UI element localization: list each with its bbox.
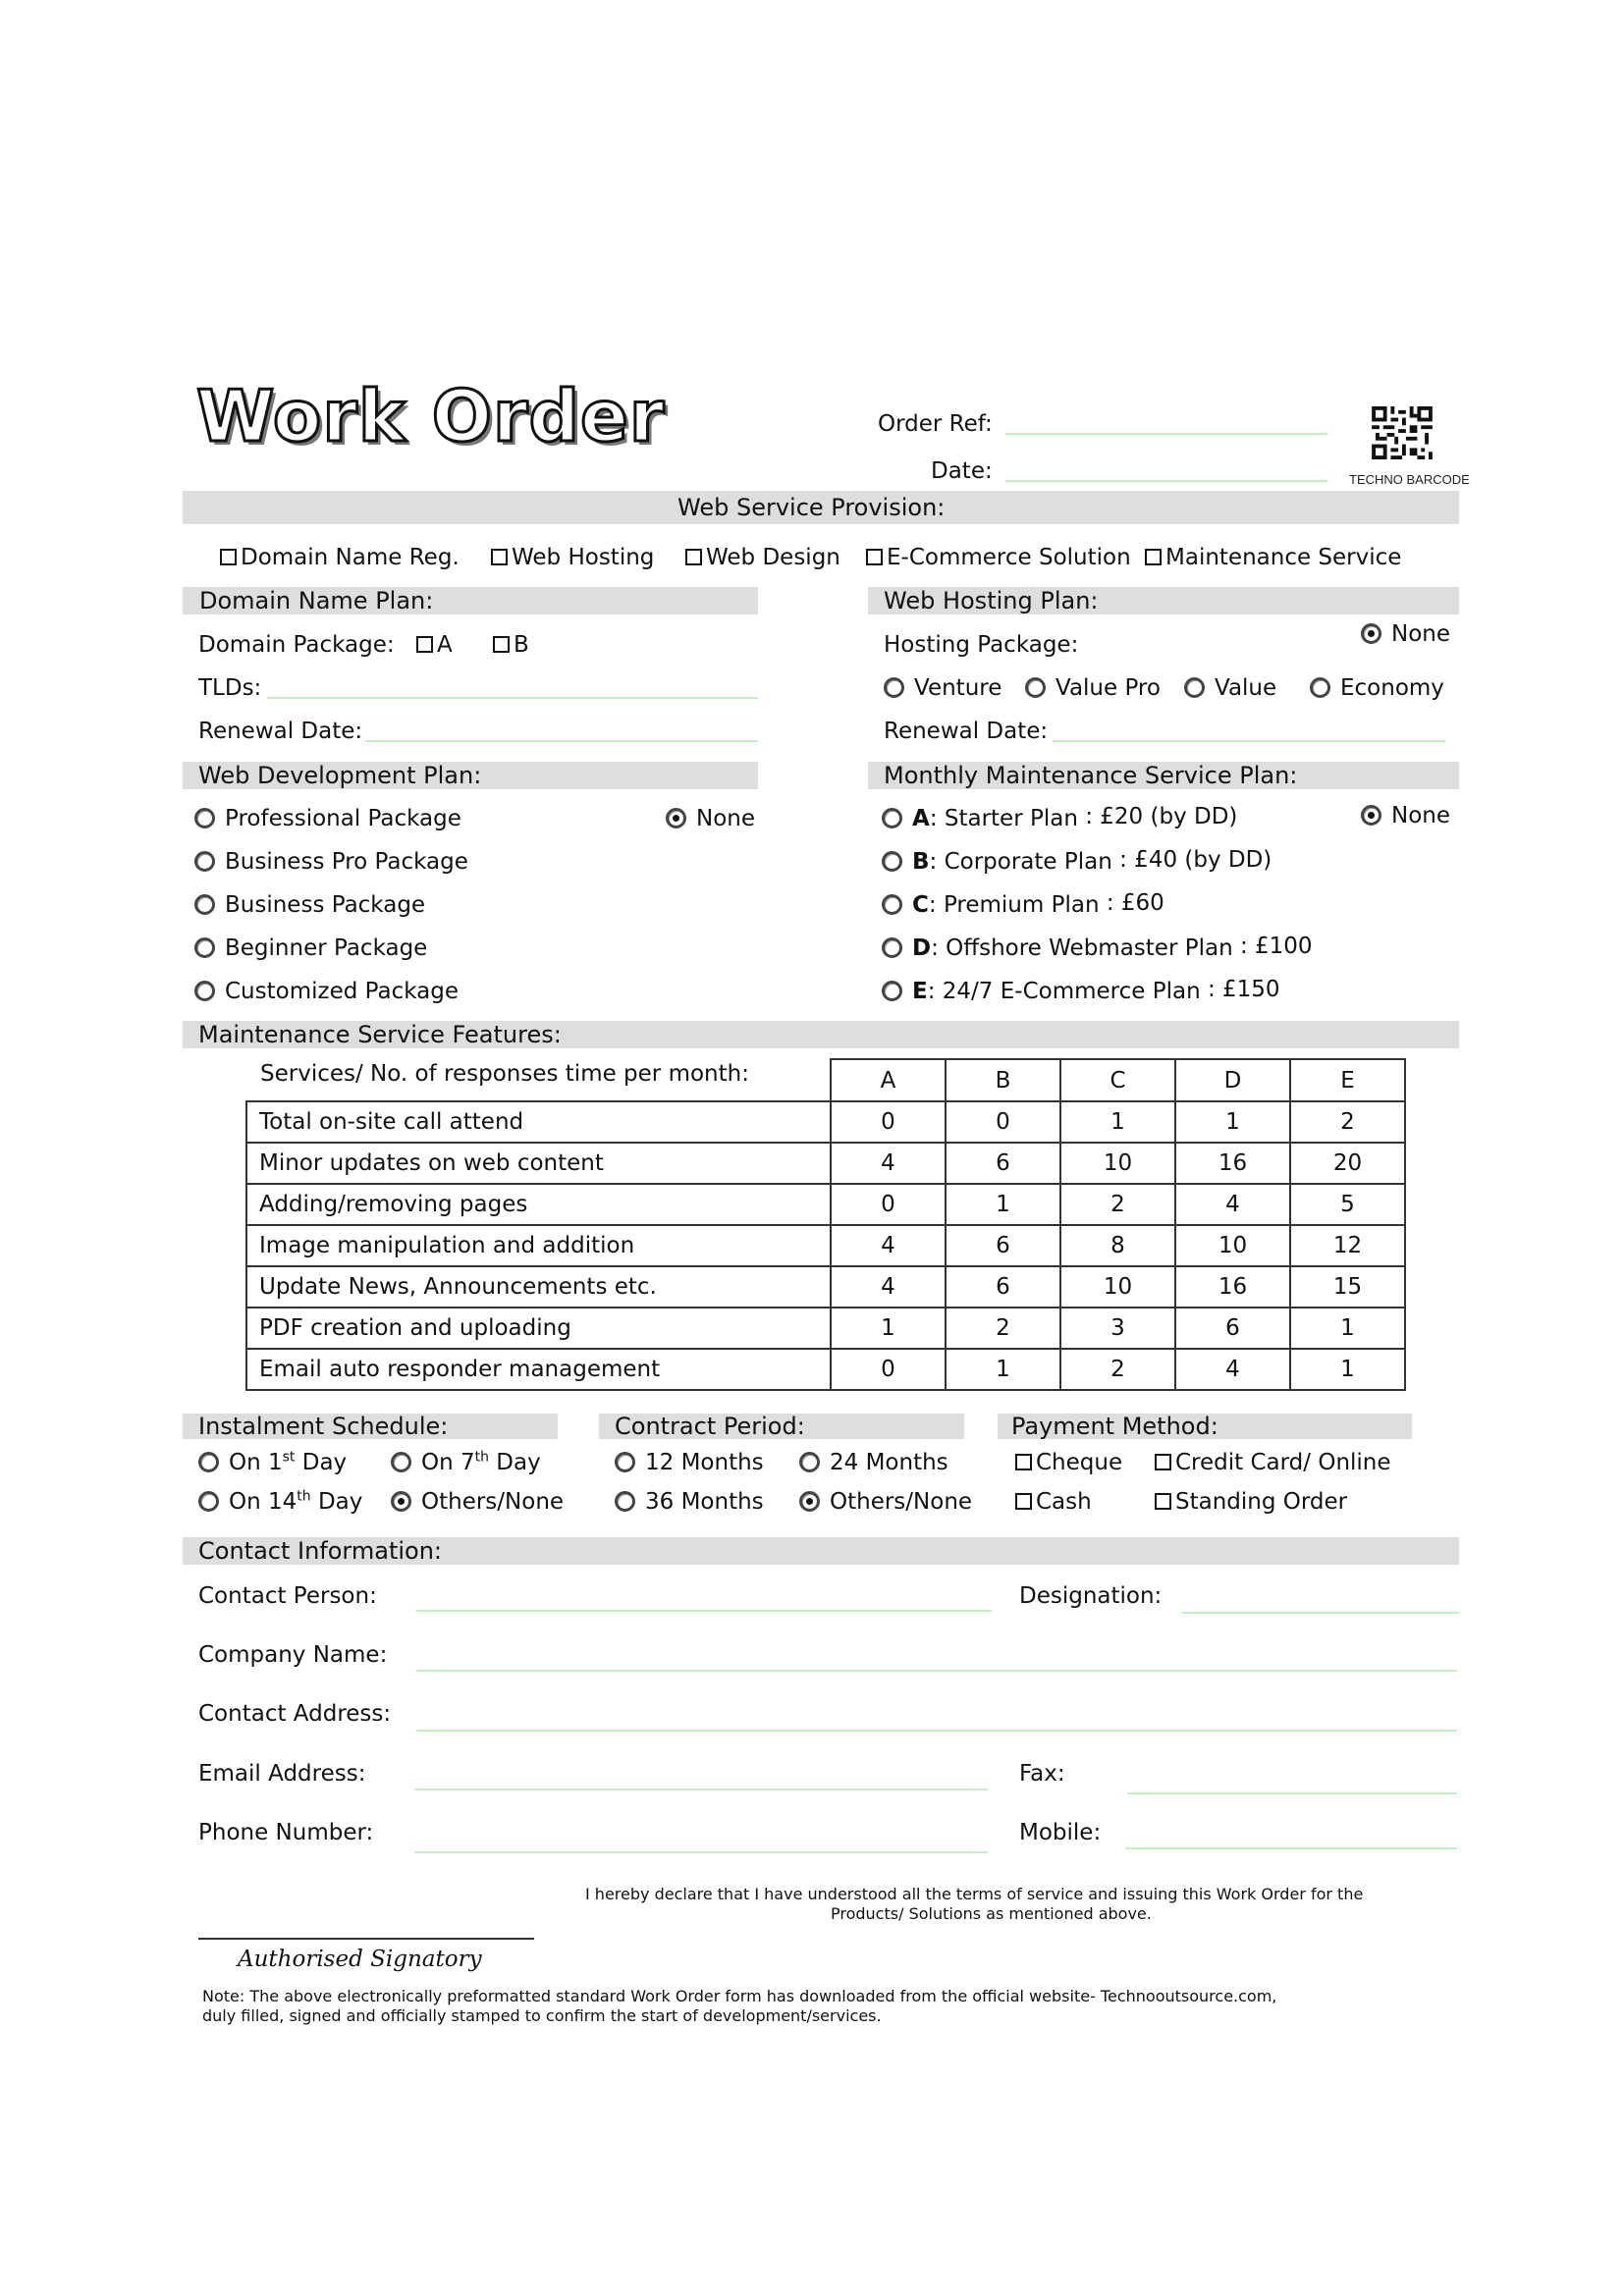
cell-value: 4 [831, 1266, 946, 1308]
ordinal-suffix: th [297, 1488, 311, 1505]
designation-field[interactable] [1182, 1612, 1459, 1614]
authorised-signatory-label: Authorised Signatory [238, 1947, 482, 1972]
maintenance-plan-e[interactable] [882, 978, 1280, 1005]
maintenance-plan-c[interactable] [882, 891, 1164, 919]
contact-person-label: Contact Person: [198, 1583, 377, 1609]
option-label: 36 Months [645, 1489, 764, 1515]
cell-value: 2 [1060, 1349, 1175, 1390]
radio[interactable] [882, 981, 902, 1001]
row-label: PDF creation and uploading [246, 1308, 831, 1349]
table-header-row [246, 1059, 1405, 1101]
cell-value: 4 [1175, 1184, 1290, 1225]
provision-option-hosting[interactable] [491, 544, 654, 571]
ordinal-suffix: st [282, 1449, 296, 1466]
date-label: Date: [931, 458, 993, 484]
contract-24-months[interactable] [799, 1449, 948, 1476]
cell-value: 1 [946, 1349, 1060, 1390]
cell-value: 3 [1060, 1308, 1175, 1349]
radio[interactable] [198, 1491, 219, 1512]
cell-value: 6 [1175, 1308, 1290, 1349]
option-label: Web Hosting [512, 545, 655, 570]
option-label: Business Pro Package [225, 849, 468, 875]
features-heading: Maintenance Service Features: [198, 1021, 562, 1048]
radio-selected[interactable] [1361, 623, 1381, 644]
cell-value: 10 [1175, 1225, 1290, 1266]
cell-value: 0 [831, 1184, 946, 1225]
mobile-label: Mobile: [1019, 1820, 1102, 1845]
option-label: E-Commerce Solution [887, 545, 1131, 570]
designation-label: Designation: [1019, 1583, 1163, 1609]
table-row [246, 1266, 1405, 1308]
webdev-business-pro[interactable] [194, 848, 468, 876]
table-row [246, 1308, 1405, 1349]
hosting-plan-bar [868, 587, 1459, 614]
email-address-field[interactable] [414, 1789, 988, 1790]
instalment-day-1[interactable] [198, 1449, 347, 1476]
domain-renewal-label: Renewal Date: [198, 719, 363, 744]
radio[interactable] [194, 981, 215, 1001]
column-header-b: B [946, 1059, 1060, 1101]
option-label: B [514, 632, 529, 658]
table-row [246, 1143, 1405, 1184]
radio[interactable] [194, 851, 215, 872]
cell-value: 1 [946, 1184, 1060, 1225]
option-label: Value Pro [1056, 675, 1161, 701]
plan-name: : Premium Plan [928, 892, 1100, 918]
radio[interactable] [882, 894, 902, 915]
radio[interactable] [194, 808, 215, 828]
maintenance-none[interactable] [1361, 802, 1450, 829]
radio[interactable] [615, 1452, 635, 1472]
option-label: Others/None [830, 1489, 973, 1515]
option-label: 12 Months [645, 1450, 764, 1475]
radio[interactable] [194, 937, 215, 958]
webdev-none[interactable] [666, 805, 755, 832]
option-label: 24 Months [830, 1450, 948, 1475]
hosting-package-label: Hosting Package: [884, 632, 1079, 658]
instalment-heading: Instalment Schedule: [198, 1413, 449, 1440]
option-label: Cash [1036, 1489, 1092, 1515]
checkbox[interactable] [220, 549, 237, 565]
radio[interactable] [1025, 677, 1046, 698]
radio-selected[interactable] [666, 808, 686, 828]
payment-cheque[interactable] [1015, 1449, 1122, 1476]
checkbox[interactable] [493, 636, 510, 653]
option-label: Credit Card/ Online [1175, 1450, 1391, 1475]
option-label: Others/None [421, 1489, 565, 1515]
option-label: Standing Order [1175, 1489, 1348, 1515]
plan-name: : 24/7 E-Commerce Plan [927, 979, 1201, 1004]
plan-price: : £40 (by DD) [1119, 847, 1272, 873]
cell-value: 4 [831, 1225, 946, 1266]
option-label: On 14 [229, 1489, 298, 1515]
row-label: Email auto responder management [246, 1349, 831, 1390]
cell-value: 1 [1175, 1101, 1290, 1143]
row-label: Minor updates on web content [246, 1143, 831, 1184]
provision-bar [183, 491, 1459, 524]
plan-code: E [912, 979, 928, 1004]
cell-value: 0 [831, 1101, 946, 1143]
webdev-plan-bar [183, 762, 758, 789]
domain-package-b[interactable] [493, 631, 529, 659]
maintenance-plan-bar [868, 762, 1459, 789]
option-label: Professional Package [225, 806, 461, 831]
plan-name: : Starter Plan [929, 806, 1078, 831]
contract-bar [599, 1414, 964, 1439]
webdev-business[interactable] [194, 891, 425, 919]
cell-value: 0 [946, 1101, 1060, 1143]
note-line-2: duly filled, signed and officially stamped to confirm the start of development/services. [202, 2006, 882, 2025]
table-caption: Services/ No. of responses time per month: [246, 1059, 831, 1101]
cell-value: 15 [1290, 1266, 1405, 1308]
checkbox[interactable] [491, 549, 508, 565]
option-label: Economy [1340, 675, 1444, 701]
tlds-label: TLDs: [198, 675, 262, 701]
signature-line[interactable] [198, 1938, 534, 1940]
table-row [246, 1184, 1405, 1225]
contract-others[interactable] [799, 1488, 972, 1516]
cell-value: 20 [1290, 1143, 1405, 1184]
table-row [246, 1349, 1405, 1390]
table-row [246, 1101, 1405, 1143]
cell-value: 1 [1290, 1308, 1405, 1349]
radio-selected[interactable] [799, 1491, 820, 1512]
email-address-label: Email Address: [198, 1761, 366, 1787]
radio-selected[interactable] [1361, 805, 1381, 826]
radio[interactable] [882, 808, 902, 828]
row-label: Update News, Announcements etc. [246, 1266, 831, 1308]
domain-plan-bar [183, 587, 758, 614]
radio[interactable] [198, 1452, 219, 1472]
row-label: Total on-site call attend [246, 1101, 831, 1143]
checkbox[interactable] [1015, 1454, 1032, 1470]
option-label: None [696, 806, 756, 831]
contact-person-field[interactable] [416, 1610, 992, 1612]
hosting-renewal-field[interactable] [1053, 740, 1445, 742]
webdev-beginner[interactable] [194, 934, 427, 962]
cell-value: 6 [946, 1143, 1060, 1184]
contact-address-label: Contact Address: [198, 1701, 392, 1727]
cell-value: 1 [1060, 1101, 1175, 1143]
hosting-economy[interactable] [1310, 674, 1444, 702]
option-label: Customized Package [225, 979, 459, 1004]
cell-value: 10 [1060, 1266, 1175, 1308]
hosting-venture[interactable] [884, 674, 1001, 702]
payment-heading: Payment Method: [1011, 1413, 1218, 1440]
option-label: Value [1215, 675, 1277, 701]
option-label: Business Package [225, 892, 426, 918]
plan-price: : £20 (by DD) [1085, 804, 1238, 829]
cell-value: 4 [1175, 1349, 1290, 1390]
cell-value: 2 [946, 1308, 1060, 1349]
fax-field[interactable] [1127, 1792, 1457, 1794]
column-header-c: C [1060, 1059, 1175, 1101]
checkbox[interactable] [1155, 1454, 1171, 1470]
order-ref-label: Order Ref: [878, 411, 993, 437]
provision-option-ecommerce[interactable] [866, 544, 1131, 571]
hosting-plan-heading: Web Hosting Plan: [884, 587, 1099, 614]
cell-value: 1 [831, 1308, 946, 1349]
column-header-a: A [831, 1059, 946, 1101]
plan-price: : £60 [1106, 890, 1164, 916]
instalment-others[interactable] [391, 1488, 564, 1516]
provision-option-maintenance[interactable] [1145, 544, 1401, 571]
declaration-line-2: Products/ Solutions as mentioned above. [831, 1904, 1152, 1923]
radio[interactable] [194, 894, 215, 915]
instalment-day-14[interactable] [198, 1488, 362, 1516]
features-bar [183, 1021, 1459, 1048]
plan-price: : £100 [1239, 934, 1313, 959]
domain-plan-heading: Domain Name Plan: [199, 587, 434, 614]
ordinal-suffix: th [474, 1449, 489, 1466]
option-label: None [1391, 803, 1451, 828]
instalment-bar [183, 1414, 558, 1439]
fax-label: Fax: [1019, 1761, 1065, 1787]
note-line-1: Note: The above electronically preformatted standard Work Order form has downloaded from the official website- Technooutsource.com, [202, 1987, 1277, 2005]
declaration-line-1: I hereby declare that I have understood all the terms of service and issuing this Work Order for the [585, 1885, 1364, 1903]
domain-package-a[interactable] [416, 631, 453, 659]
option-label-suffix: Day [489, 1450, 541, 1475]
plan-name: : Offshore Webmaster Plan [931, 935, 1233, 961]
instalment-day-7[interactable] [391, 1449, 541, 1476]
option-label: Venture [914, 675, 1002, 701]
checkbox[interactable] [1145, 549, 1162, 565]
option-label-suffix: Day [295, 1450, 348, 1475]
cell-value: 12 [1290, 1225, 1405, 1266]
maintenance-plan-b[interactable] [882, 848, 1272, 876]
cell-value: 1 [1290, 1349, 1405, 1390]
payment-bar [998, 1414, 1412, 1439]
column-header-e: E [1290, 1059, 1405, 1101]
webdev-customized[interactable] [194, 978, 459, 1005]
column-header-d: D [1175, 1059, 1290, 1101]
radio[interactable] [884, 677, 904, 698]
provision-option-design[interactable] [685, 544, 840, 571]
row-label: Adding/removing pages [246, 1184, 831, 1225]
option-label: Domain Name Reg. [241, 545, 460, 570]
cell-value: 8 [1060, 1225, 1175, 1266]
cell-value: 4 [831, 1143, 946, 1184]
option-label: On 1 [229, 1450, 283, 1475]
phone-number-label: Phone Number: [198, 1820, 374, 1845]
option-label-suffix: Day [310, 1489, 363, 1515]
option-label: None [1391, 621, 1451, 647]
barcode-icon [1371, 406, 1434, 459]
option-label: Cheque [1036, 1450, 1123, 1475]
checkbox[interactable] [1155, 1493, 1171, 1510]
features-table [245, 1058, 1406, 1391]
barcode-caption: TECHNO BARCODE [1349, 472, 1470, 487]
tlds-field[interactable] [267, 697, 758, 699]
provision-heading: Web Service Provision: [677, 494, 946, 521]
cell-value: 6 [946, 1266, 1060, 1308]
hosting-value[interactable] [1184, 674, 1276, 702]
provision-option-domain[interactable] [220, 544, 460, 571]
payment-credit-card[interactable] [1155, 1449, 1391, 1476]
option-label: Beginner Package [225, 935, 428, 961]
hosting-value-pro[interactable] [1025, 674, 1161, 702]
maintenance-plan-d[interactable] [882, 934, 1313, 962]
cell-value: 16 [1175, 1266, 1290, 1308]
contract-12-months[interactable] [615, 1449, 764, 1476]
company-name-field[interactable] [416, 1670, 1457, 1672]
plan-code: A [912, 806, 930, 831]
radio[interactable] [799, 1452, 820, 1472]
option-label: A [437, 632, 453, 658]
webdev-professional[interactable] [194, 805, 461, 832]
company-name-label: Company Name: [198, 1642, 388, 1668]
radio[interactable] [1310, 677, 1330, 698]
payment-standing-order[interactable] [1155, 1488, 1347, 1516]
maintenance-plan-a[interactable] [882, 805, 1237, 832]
option-label: Maintenance Service [1165, 545, 1402, 570]
contract-36-months[interactable] [615, 1488, 764, 1516]
maintenance-plan-heading: Monthly Maintenance Service Plan: [884, 762, 1298, 789]
hosting-none[interactable] [1361, 620, 1450, 648]
radio[interactable] [882, 937, 902, 958]
domain-package-label: Domain Package: [198, 632, 395, 658]
contract-heading: Contract Period: [615, 1413, 805, 1440]
cell-value: 10 [1060, 1143, 1175, 1184]
order-ref-field[interactable] [1005, 433, 1327, 435]
webdev-plan-heading: Web Development Plan: [198, 762, 482, 789]
checkbox[interactable] [416, 636, 433, 653]
option-label: On 7 [421, 1450, 475, 1475]
cell-value: 2 [1060, 1184, 1175, 1225]
page-title: Work Order [196, 375, 666, 457]
cell-value: 5 [1290, 1184, 1405, 1225]
table-row [246, 1225, 1405, 1266]
plan-code: B [912, 849, 930, 875]
radio-selected[interactable] [391, 1491, 411, 1512]
cell-value: 0 [831, 1349, 946, 1390]
plan-code: C [912, 892, 929, 918]
contact-bar [183, 1537, 1459, 1565]
domain-renewal-field[interactable] [365, 740, 758, 742]
radio[interactable] [615, 1491, 635, 1512]
radio[interactable] [391, 1452, 411, 1472]
hosting-renewal-label: Renewal Date: [884, 719, 1049, 744]
phone-number-field[interactable] [414, 1851, 988, 1853]
cell-value: 16 [1175, 1143, 1290, 1184]
plan-code: D [912, 935, 932, 961]
radio[interactable] [882, 851, 902, 872]
checkbox[interactable] [1015, 1493, 1032, 1510]
row-label: Image manipulation and addition [246, 1225, 831, 1266]
radio[interactable] [1184, 677, 1205, 698]
cell-value: 6 [946, 1225, 1060, 1266]
date-field[interactable] [1005, 480, 1327, 482]
contact-address-field[interactable] [416, 1730, 1457, 1732]
checkbox[interactable] [866, 549, 883, 565]
payment-cash[interactable] [1015, 1488, 1092, 1516]
checkbox[interactable] [685, 549, 702, 565]
contact-heading: Contact Information: [198, 1537, 443, 1565]
mobile-field[interactable] [1125, 1847, 1457, 1849]
plan-name: : Corporate Plan [929, 849, 1112, 875]
plan-price: : £150 [1207, 977, 1280, 1002]
option-label: Web Design [706, 545, 840, 570]
cell-value: 2 [1290, 1101, 1405, 1143]
